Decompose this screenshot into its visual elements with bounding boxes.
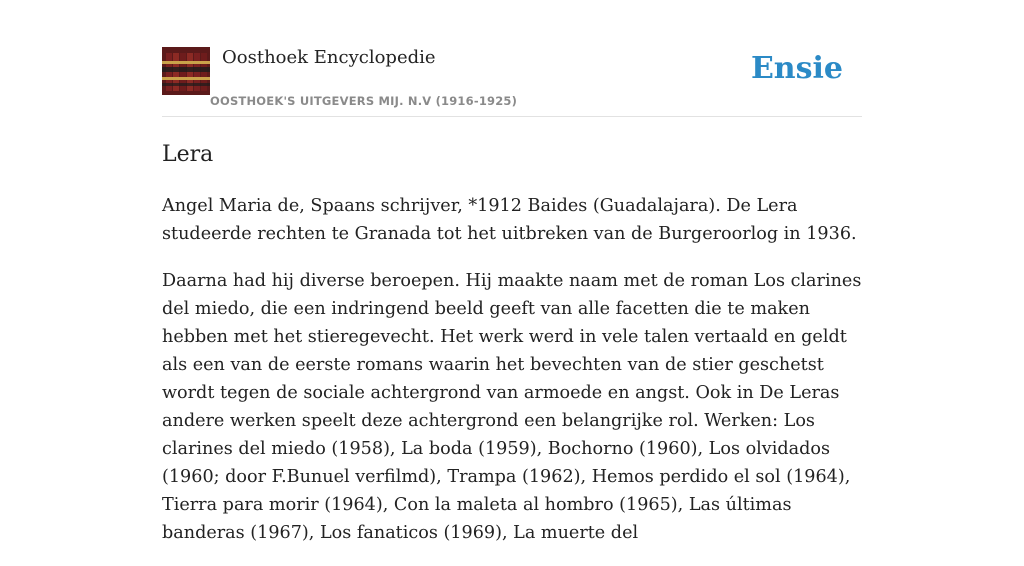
encyclopedia-books-icon[interactable] <box>162 47 210 95</box>
page-title: Lera <box>162 142 214 167</box>
article-paragraph: Angel Maria de, Spaans schrijver, *1912 Baides (Guadalajara). De Lera studeerde rechten te Granada tot het uitbreken van de Burgeroorlog in 1936. <box>162 196 857 244</box>
ensie-logo[interactable]: Ensie <box>750 51 843 86</box>
article-paragraph: Daarna had hij diverse beroepen. Hij maakte naam met de roman Los clarines del miedo, die een indringend beeld geeft van alle facetten die te maken hebben met het stieregevecht. Het werk werd in vele talen vertaald en geldt als een van de eerste romans waarin het bevechten van de stier geschetst wordt tegen de sociale achtergrond van armoede en angst. Ook in De Leras andere werken speelt deze achtergrond een belangrijke rol. Werken: Los clarines del miedo (1958), La boda (1959), Bochorno (1960), Los olvidados (1960; door F.Bunuel verfilmd), Trampa (1962), Hemos perdido el sol (1964), Tierra para morir (1964), Con la maleta al hombro (1965), Las últimas banderas (1967), Los fanaticos (1969), La muerte del <box>162 271 862 543</box>
publisher-label: OOSTHOEK'S UITGEVERS MIJ. N.V (1916-1925) <box>210 94 518 108</box>
page-container <box>162 0 862 543</box>
article-body <box>162 192 862 566</box>
source-header <box>162 0 862 117</box>
source-name[interactable]: Oosthoek Encyclopedie <box>222 47 436 68</box>
